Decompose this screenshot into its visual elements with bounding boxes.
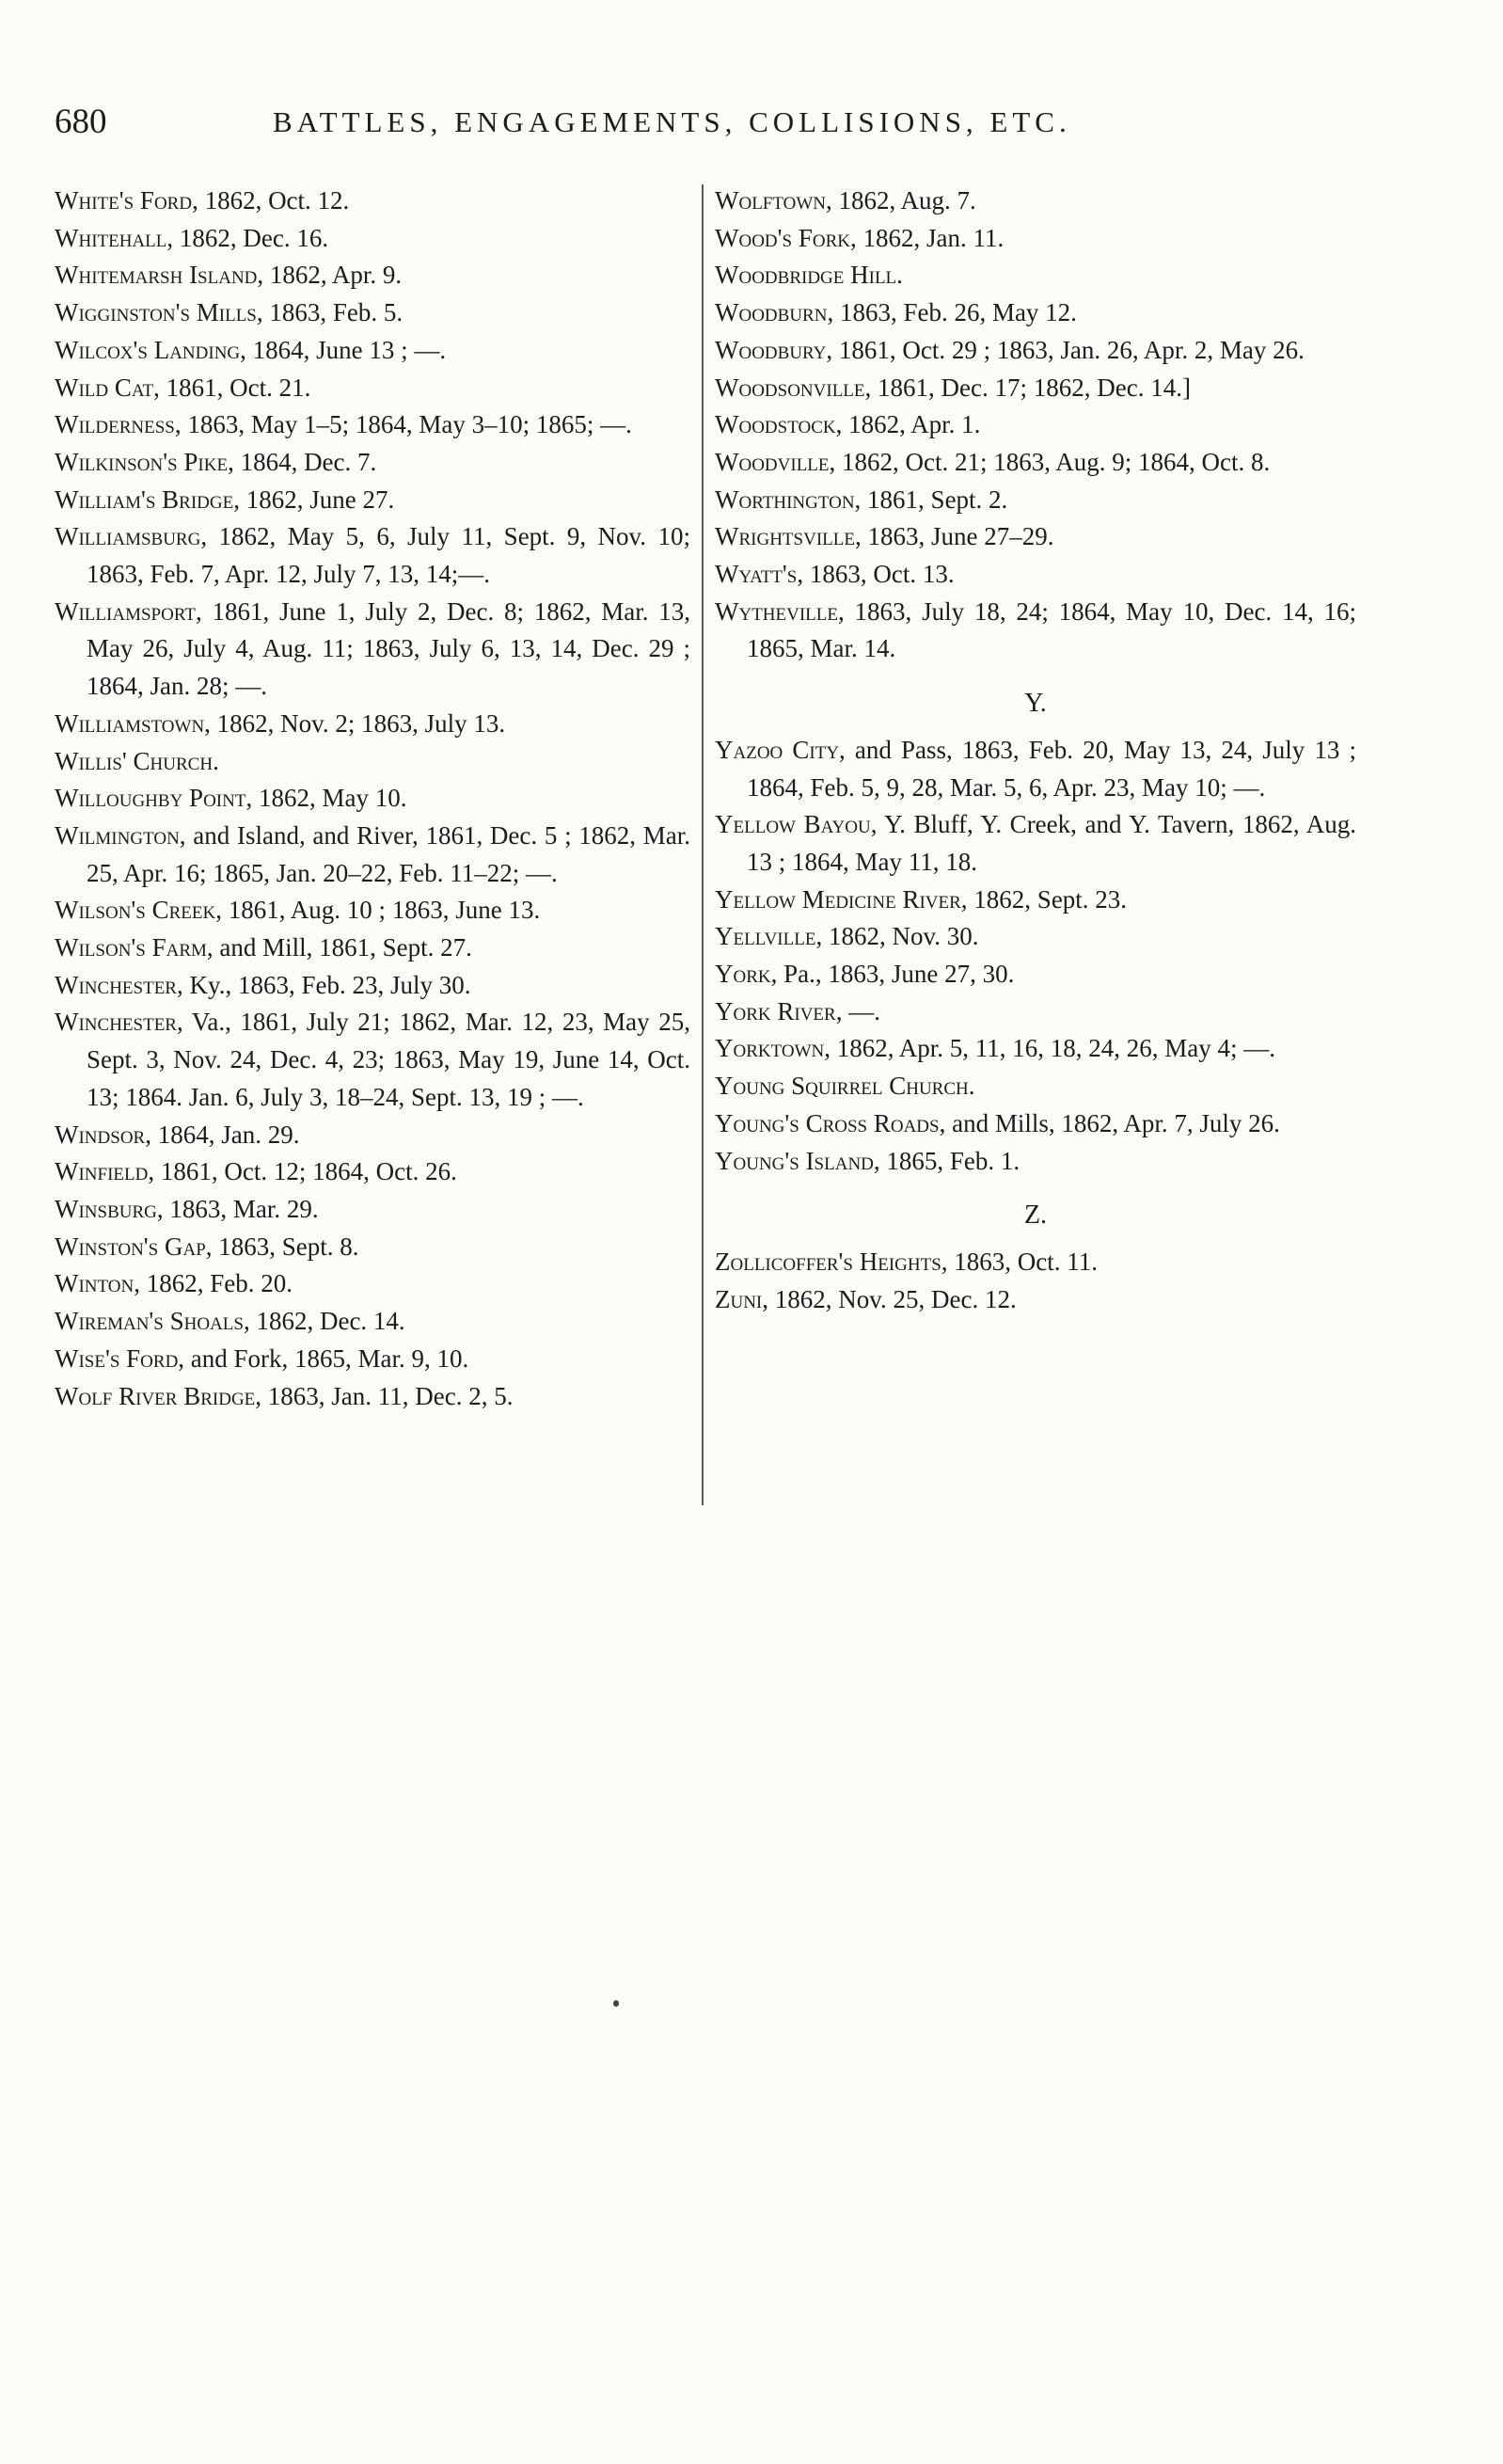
entry-dates: . bbox=[213, 746, 219, 775]
entry-place-name: Yazoo City bbox=[715, 735, 840, 764]
index-entry bbox=[715, 1105, 1356, 1143]
entry-dates: , 1864, Jan. 29. bbox=[145, 1120, 300, 1149]
entry-place-name: Woodsonville bbox=[715, 373, 865, 402]
index-entry bbox=[715, 294, 1356, 332]
entry-place-name: Wyatt's bbox=[715, 560, 798, 589]
entry-dates: , 1863, Mar. 29. bbox=[156, 1194, 319, 1223]
index-entry bbox=[55, 1153, 690, 1191]
entry-dates: , 1862, Nov. 25, Dec. 12. bbox=[762, 1284, 1017, 1313]
index-entry bbox=[55, 967, 690, 1005]
entry-dates: , 1862, May 5, 6, July 11, Sept. 9, Nov. 10; 1863, Feb. 7, Apr. 12, July 7, 13, 14;—. bbox=[87, 522, 690, 589]
entry-dates: , 1862, Nov. 2; 1863, July 13. bbox=[204, 708, 506, 738]
entry-place-name: Wilderness bbox=[55, 410, 175, 439]
entry-place-name: Wireman's Shoals bbox=[55, 1307, 244, 1336]
entry-place-name: Winchester bbox=[55, 970, 177, 999]
section-heading-y: Y. bbox=[1024, 689, 1047, 719]
section-y-entries bbox=[715, 732, 1356, 1180]
index-entry bbox=[55, 1004, 690, 1116]
index-entry bbox=[715, 332, 1356, 370]
index-entry bbox=[55, 1341, 690, 1378]
index-entry bbox=[55, 1303, 690, 1341]
entry-dates: , 1862, May 10. bbox=[245, 784, 407, 813]
index-entry bbox=[55, 780, 690, 818]
stray-ink-dot bbox=[613, 2000, 619, 2007]
entry-place-name: Wise's Ford bbox=[55, 1343, 179, 1373]
entry-dates: , Va., 1861, July 21; 1862, Mar. 12, 23, May 25, Sept. 3, Nov. 24, Dec. 4, 23; 1863, May 19, June 14, Oct. 13; 1864. Jan. 6, July 3, 18–24, Sept. 13, 19 ; —. bbox=[87, 1008, 690, 1111]
entry-place-name: Yellville bbox=[715, 922, 816, 951]
index-entry bbox=[715, 1068, 1356, 1105]
entry-place-name: Young's Cross Roads bbox=[715, 1108, 940, 1137]
entry-place-name: William's Bridge bbox=[55, 485, 234, 514]
index-entry bbox=[715, 556, 1356, 594]
entry-dates: , 1863, Feb. 5. bbox=[256, 298, 403, 327]
index-entry bbox=[55, 930, 690, 967]
entry-place-name: Williamsport bbox=[55, 596, 196, 626]
left-column bbox=[55, 183, 690, 1415]
index-entry bbox=[55, 183, 690, 220]
entry-place-name: Willoughby Point bbox=[55, 784, 246, 813]
index-entry bbox=[715, 956, 1356, 994]
column-divider bbox=[702, 184, 704, 1505]
index-entry bbox=[55, 818, 690, 892]
index-entry bbox=[55, 370, 690, 407]
entry-place-name: Young Squirrel Church bbox=[715, 1072, 969, 1101]
entry-place-name: Zollicoffer's Heights bbox=[715, 1247, 941, 1276]
index-entry bbox=[715, 806, 1356, 881]
entry-dates: , 1862, Apr. 1. bbox=[835, 410, 981, 439]
entry-place-name: Wilson's Creek bbox=[55, 896, 216, 925]
entry-place-name: Young's Island bbox=[715, 1146, 874, 1175]
entry-place-name: Wilcox's Landing bbox=[55, 335, 241, 364]
entry-dates: , 1862, June 27. bbox=[233, 485, 395, 514]
index-entry bbox=[55, 406, 690, 444]
entry-dates: . bbox=[968, 1072, 975, 1101]
index-entry bbox=[55, 518, 690, 593]
index-entry bbox=[715, 518, 1356, 556]
entry-dates: , 1862, Apr. 9. bbox=[257, 261, 403, 290]
entry-place-name: Wolf River Bridge bbox=[55, 1381, 256, 1410]
entry-place-name: Wilmington bbox=[55, 820, 180, 850]
entry-dates: , Pa., 1863, June 27, 30. bbox=[770, 960, 1015, 989]
entry-dates: , 1861, Aug. 10 ; 1863, June 13. bbox=[215, 896, 541, 925]
index-entry bbox=[55, 332, 690, 370]
index-entry bbox=[55, 892, 690, 930]
index-entry bbox=[55, 1117, 690, 1154]
right-column-w-entries bbox=[715, 183, 1356, 668]
entry-place-name: Winfield bbox=[55, 1157, 149, 1186]
entry-dates: , 1862, Oct. 12. bbox=[192, 186, 350, 215]
index-entry bbox=[55, 1378, 690, 1416]
entry-dates: , 1863, Jan. 11, Dec. 2, 5. bbox=[255, 1381, 514, 1410]
entry-place-name: Woodbridge Hill bbox=[715, 261, 897, 290]
entry-place-name: Wigginston's Mills bbox=[55, 298, 257, 327]
index-entry bbox=[715, 183, 1356, 220]
index-entry bbox=[715, 482, 1356, 519]
index-entry bbox=[715, 444, 1356, 482]
entry-place-name: Worthington bbox=[715, 485, 855, 514]
entry-place-name: Winton bbox=[55, 1269, 134, 1298]
entry-place-name: Yorktown bbox=[715, 1034, 825, 1063]
entry-dates: . bbox=[896, 261, 903, 290]
page-number: 680 bbox=[55, 103, 107, 141]
entry-place-name: Wood's Fork bbox=[715, 223, 850, 252]
entry-dates: , 1863, May 1–5; 1864, May 3–10; 1865; —. bbox=[174, 410, 632, 439]
entry-dates: , 1863, Sept. 8. bbox=[205, 1232, 359, 1261]
index-entry bbox=[715, 220, 1356, 258]
index-entry bbox=[715, 1281, 1356, 1319]
entry-dates: , 1864, Dec. 7. bbox=[228, 447, 377, 476]
entry-place-name: Wilson's Farm bbox=[55, 933, 207, 962]
entry-dates: , 1862, Oct. 21; 1863, Aug. 9; 1864, Oct. 8. bbox=[829, 447, 1271, 476]
section-heading-z: Z. bbox=[1023, 1200, 1048, 1231]
index-entry bbox=[55, 1191, 690, 1229]
entry-place-name: Woodbury bbox=[715, 335, 827, 364]
entry-place-name: Wytheville bbox=[715, 596, 839, 626]
entry-place-name: Williamsburg bbox=[55, 522, 201, 551]
entry-dates: , 1862, Aug. 7. bbox=[826, 186, 976, 215]
index-entry bbox=[715, 732, 1356, 806]
entry-dates: , 1865, Feb. 1. bbox=[873, 1146, 1020, 1175]
entry-dates: , 1863, Feb. 26, May 12. bbox=[827, 298, 1077, 327]
entry-place-name: Woodstock bbox=[715, 410, 836, 439]
entry-dates: , Y. Bluff, Y. Creek, and Y. Tavern, 1862, Aug. 13 ; 1864, May 11, 18. bbox=[747, 810, 1357, 876]
index-entry bbox=[715, 994, 1356, 1031]
entry-dates: , 1862, Nov. 30. bbox=[815, 922, 979, 951]
entry-dates: , 1862, Dec. 16. bbox=[166, 223, 329, 252]
entry-place-name: Yellow Medicine River bbox=[715, 884, 961, 914]
entry-place-name: Wild Cat bbox=[55, 373, 154, 402]
entry-dates: , 1861, Oct. 12; 1864, Oct. 26. bbox=[148, 1157, 457, 1186]
entry-dates: , —. bbox=[835, 996, 880, 1025]
entry-dates: , 1861, Oct. 29 ; 1863, Jan. 26, Apr. 2, May 26. bbox=[826, 335, 1305, 364]
entry-dates: , 1862, Dec. 14. bbox=[243, 1307, 405, 1336]
section-z-entries bbox=[715, 1244, 1356, 1318]
index-entry bbox=[55, 706, 690, 743]
index-entry bbox=[55, 482, 690, 519]
entry-dates: , and Mills, 1862, Apr. 7, July 26. bbox=[939, 1108, 1280, 1137]
index-entry bbox=[715, 918, 1356, 956]
entry-place-name: Winchester bbox=[55, 1008, 177, 1037]
entry-place-name: Wolftown bbox=[715, 186, 827, 215]
entry-dates: , 1863, Oct. 13. bbox=[797, 560, 955, 589]
index-entry bbox=[55, 257, 690, 294]
entry-place-name: Willis' Church bbox=[55, 746, 214, 775]
index-entry bbox=[55, 1265, 690, 1303]
index-entry bbox=[715, 257, 1356, 294]
entry-place-name: Winston's Gap bbox=[55, 1232, 206, 1261]
index-entry bbox=[715, 1244, 1356, 1281]
entry-place-name: Windsor bbox=[55, 1120, 146, 1149]
entry-dates: , and Fork, 1865, Mar. 9, 10. bbox=[178, 1343, 469, 1373]
entry-dates: , 1863, June 27–29. bbox=[854, 522, 1054, 551]
entry-place-name: Wrightsville bbox=[715, 522, 855, 551]
entry-place-name: Williamstown bbox=[55, 708, 205, 738]
entry-place-name: Woodburn bbox=[715, 298, 828, 327]
entry-dates: , 1861, Dec. 17; 1862, Dec. 14.] bbox=[864, 373, 1191, 402]
entry-place-name: Woodville bbox=[715, 447, 830, 476]
right-column bbox=[715, 183, 1356, 1318]
entry-place-name: Winsburg bbox=[55, 1194, 157, 1223]
entry-dates: , 1862, Jan. 11. bbox=[849, 223, 1005, 252]
entry-dates: , 1862, Apr. 5, 11, 16, 18, 24, 26, May 4; —. bbox=[824, 1034, 1276, 1063]
index-entry bbox=[55, 294, 690, 332]
entry-place-name: Yellow Bayou bbox=[715, 810, 871, 839]
entry-place-name: Whitemarsh Island bbox=[55, 261, 258, 290]
index-entry bbox=[715, 406, 1356, 444]
entry-place-name: White's Ford bbox=[55, 186, 193, 215]
entry-dates: , and Pass, 1863, Feb. 20, May 13, 24, July 13 ; 1864, Feb. 5, 9, 28, Mar. 5, 6, Apr. 23, May 10; —. bbox=[747, 735, 1356, 802]
entry-dates: , 1861, Sept. 2. bbox=[854, 485, 1008, 514]
index-entry bbox=[55, 1229, 690, 1266]
entry-place-name: York River bbox=[715, 996, 836, 1025]
index-entry bbox=[55, 594, 690, 706]
running-title: BATTLES, ENGAGEMENTS, COLLISIONS, ETC. bbox=[273, 105, 1071, 138]
entry-dates: , Ky., 1863, Feb. 23, July 30. bbox=[176, 970, 471, 999]
entry-dates: , and Mill, 1861, Sept. 27. bbox=[206, 933, 472, 962]
index-entry bbox=[55, 220, 690, 258]
entry-dates: , 1863, Oct. 11. bbox=[941, 1247, 1099, 1276]
entry-dates: , 1862, Feb. 20. bbox=[134, 1269, 293, 1298]
index-entry bbox=[55, 743, 690, 781]
entry-dates: , 1863, July 18, 24; 1864, May 10, Dec. 14, 16; 1865, Mar. 14. bbox=[747, 596, 1356, 663]
entry-dates: , 1861, Oct. 21. bbox=[153, 373, 311, 402]
index-entry bbox=[55, 444, 690, 482]
entry-dates: , 1861, June 1, July 2, Dec. 8; 1862, Mar. 13, May 26, July 4, Aug. 11; 1863, July 6, 13, 14, Dec. 29 ; 1864, Jan. 28; —. bbox=[87, 596, 690, 701]
index-entry bbox=[715, 594, 1356, 668]
entry-dates: , 1862, Sept. 23. bbox=[960, 884, 1128, 914]
page-header bbox=[55, 102, 1164, 149]
entry-place-name: Wilkinson's Pike bbox=[55, 447, 229, 476]
entry-place-name: York bbox=[715, 960, 771, 989]
index-entry bbox=[715, 1030, 1356, 1068]
entry-place-name: Whitehall bbox=[55, 223, 167, 252]
index-entry bbox=[715, 882, 1356, 919]
entry-dates: , 1864, June 13 ; —. bbox=[240, 335, 447, 364]
entry-dates: , and Island, and River, 1861, Dec. 5 ; 1862, Mar. 25, Apr. 16; 1865, Jan. 20–22, Feb. 11–22; —. bbox=[87, 820, 690, 887]
entry-place-name: Zuni bbox=[715, 1284, 763, 1313]
index-entry bbox=[715, 370, 1356, 407]
index-entry bbox=[715, 1143, 1356, 1181]
